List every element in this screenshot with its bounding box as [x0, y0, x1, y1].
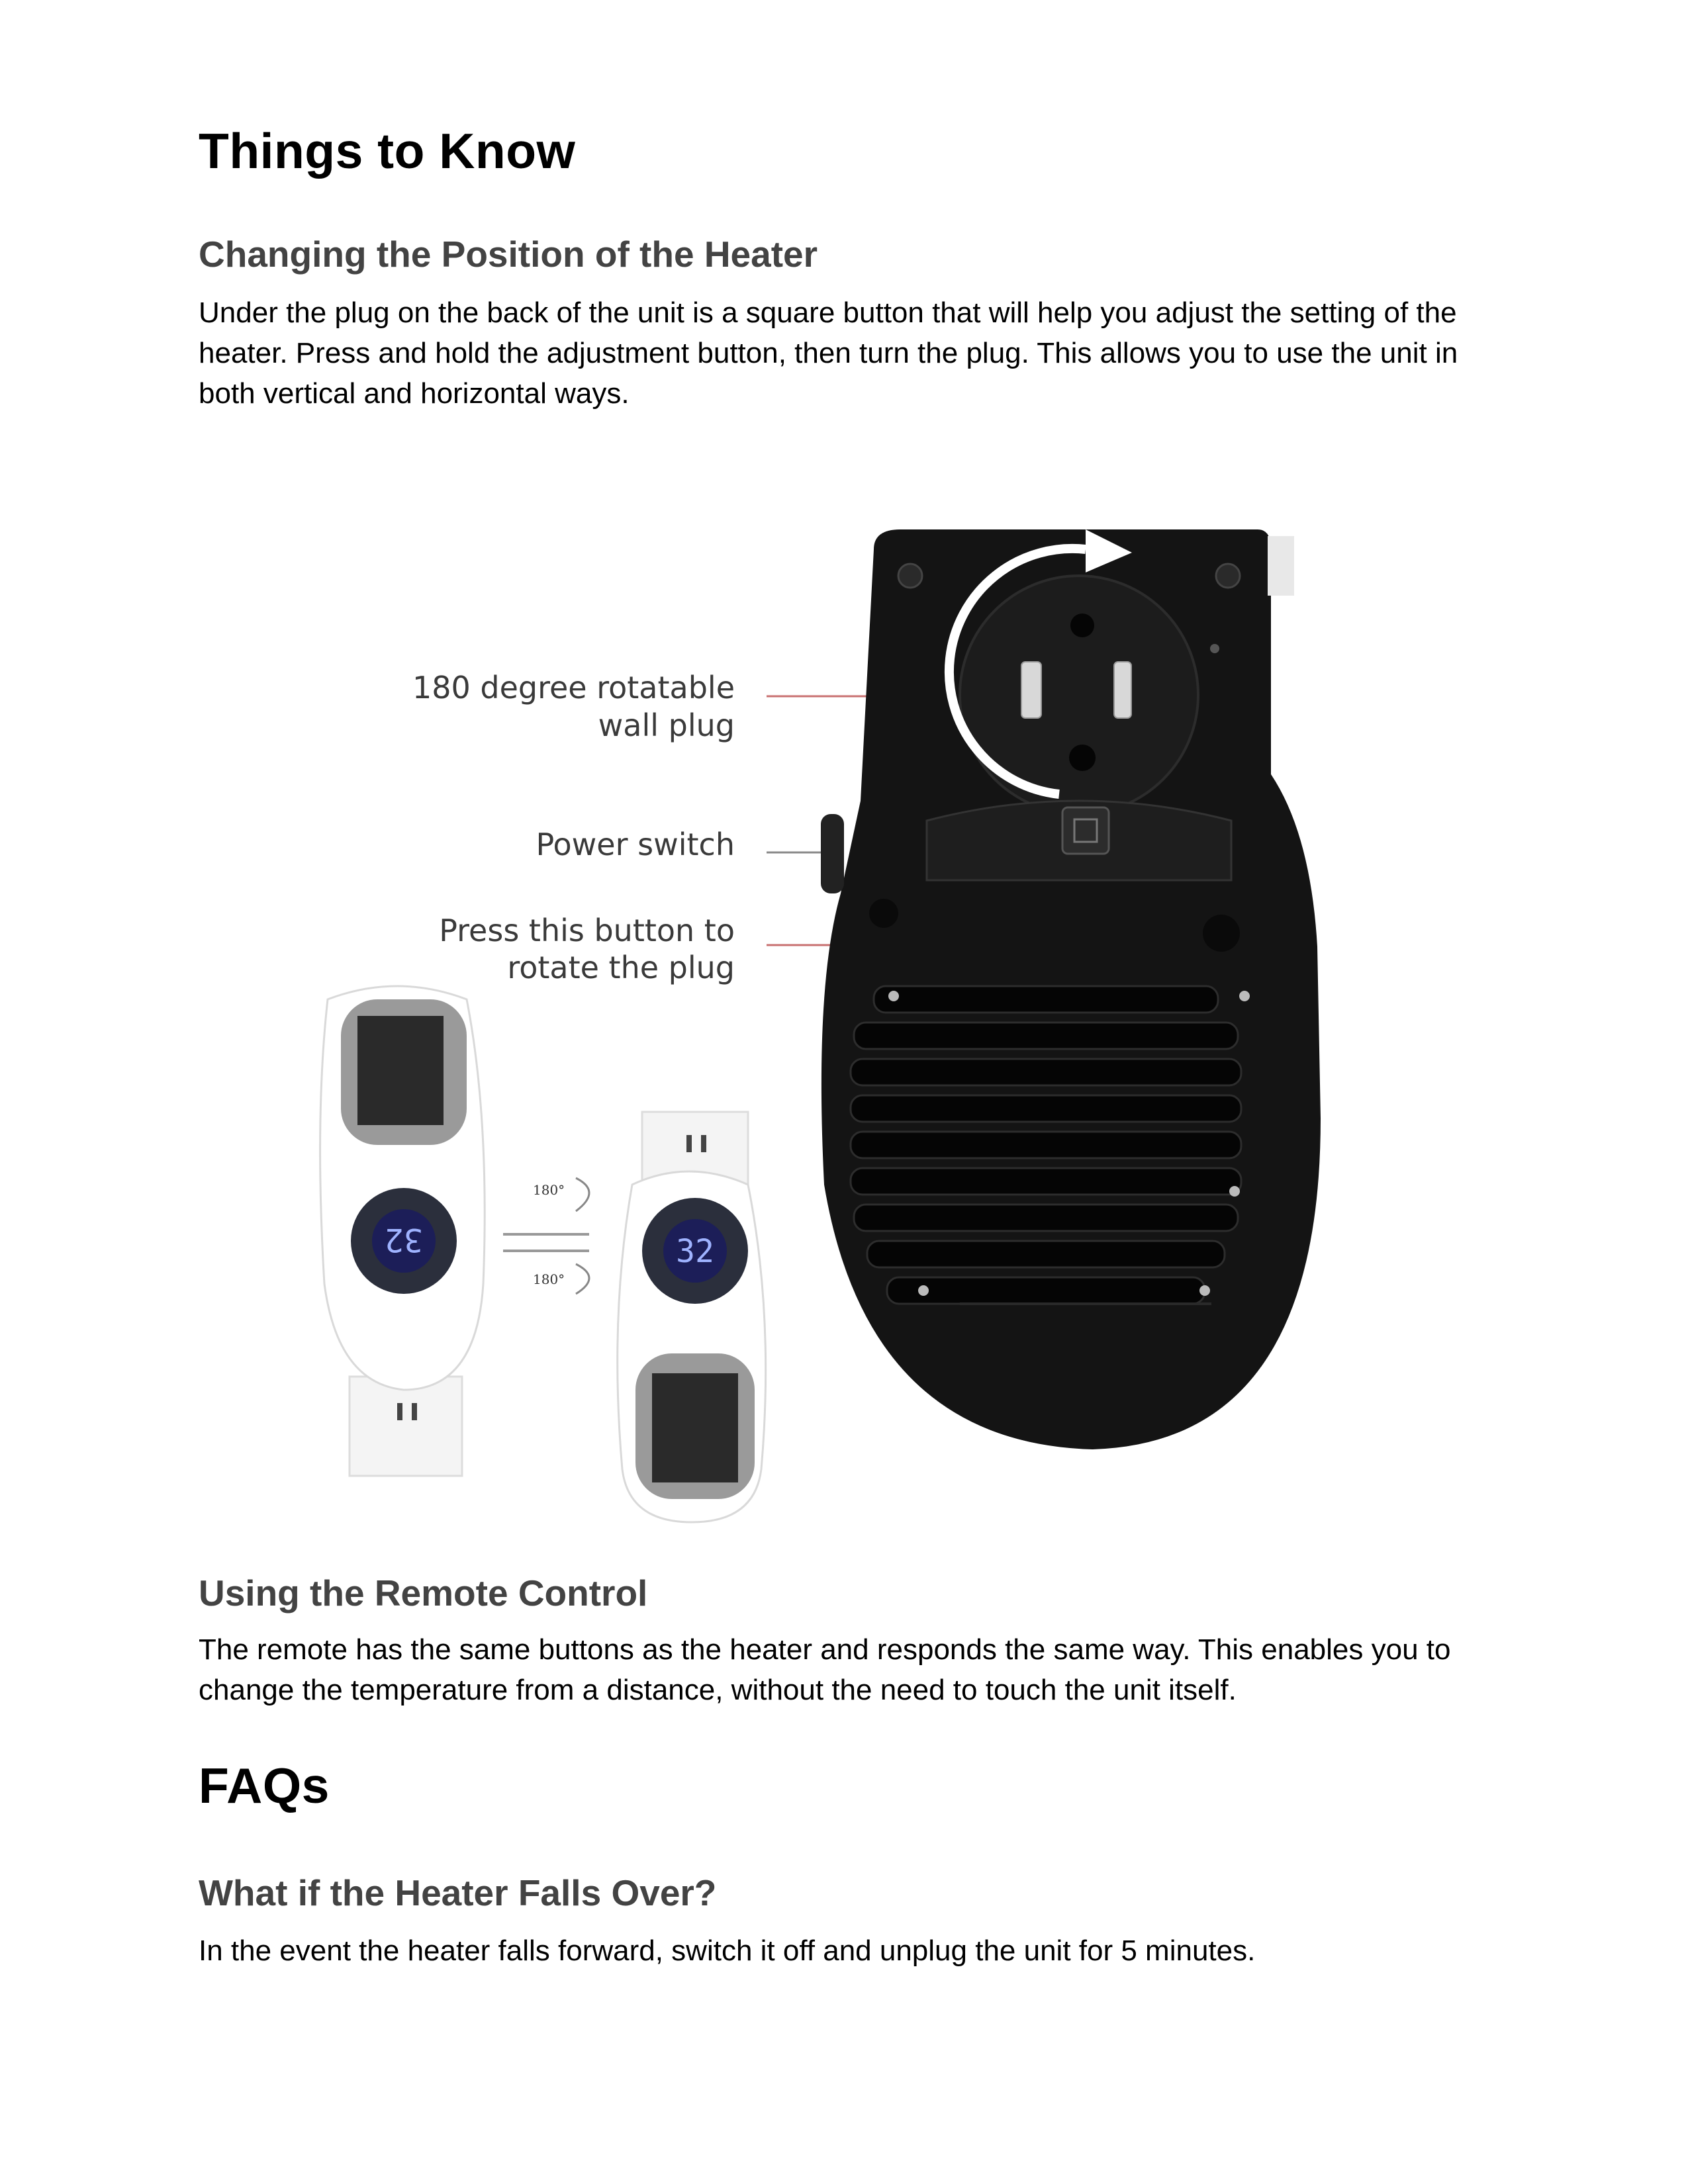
heater-back-view	[821, 529, 1321, 1449]
small-heater-vertical-left	[320, 986, 485, 1476]
heading-remote-control: Using the Remote Control	[199, 1572, 648, 1614]
small-heater-vertical-right	[618, 1112, 766, 1522]
rotate-adjust-button	[1062, 807, 1109, 854]
callout-plug-line2: wall plug	[598, 707, 735, 743]
heading-heater-falls-over: What if the Heater Falls Over?	[199, 1872, 717, 1913]
callout-button-line1: Press this button to	[439, 913, 735, 948]
rotation-label-bottom: 180°	[533, 1271, 565, 1287]
callout-button-line2: rotate the plug	[507, 950, 735, 985]
plug-prong-right	[1114, 662, 1131, 718]
paragraph-remote-control: The remote has the same buttons as the heater and responds the same way. This enables you to change the temperature from a distance, without the need to touch the unit itself.	[199, 1633, 1451, 1706]
rotation-label-top: 180°	[533, 1182, 565, 1198]
callout-power-switch: Power switch	[536, 827, 735, 862]
section-title-things-to-know: Things to Know	[199, 123, 576, 179]
plug-prong-left	[1021, 662, 1041, 718]
power-switch	[821, 814, 844, 893]
rotatable-plug-disc	[960, 576, 1198, 814]
display-right: 32	[676, 1233, 714, 1270]
rotation-arrows-icon	[503, 1178, 589, 1294]
paragraph-changing-position: Under the plug on the back of the unit is a square button that will help you adjust the setting of the heater. Press and hold the adjustment button, then turn the plug. This allows you to use the unit in both vertical and horizontal ways.	[199, 296, 1458, 410]
heater-product-figure	[291, 523, 1383, 1529]
display-left: 32	[385, 1221, 423, 1258]
section-title-faqs: FAQs	[199, 1758, 330, 1813]
heater-vent-grille	[851, 986, 1241, 1304]
callout-plug-line1: 180 degree rotatable	[412, 670, 735, 705]
paragraph-heater-falls-over: In the event the heater falls forward, switch it off and unplug the unit for 5 minutes.	[199, 1934, 1256, 1967]
heading-changing-position: Changing the Position of the Heater	[199, 234, 818, 275]
